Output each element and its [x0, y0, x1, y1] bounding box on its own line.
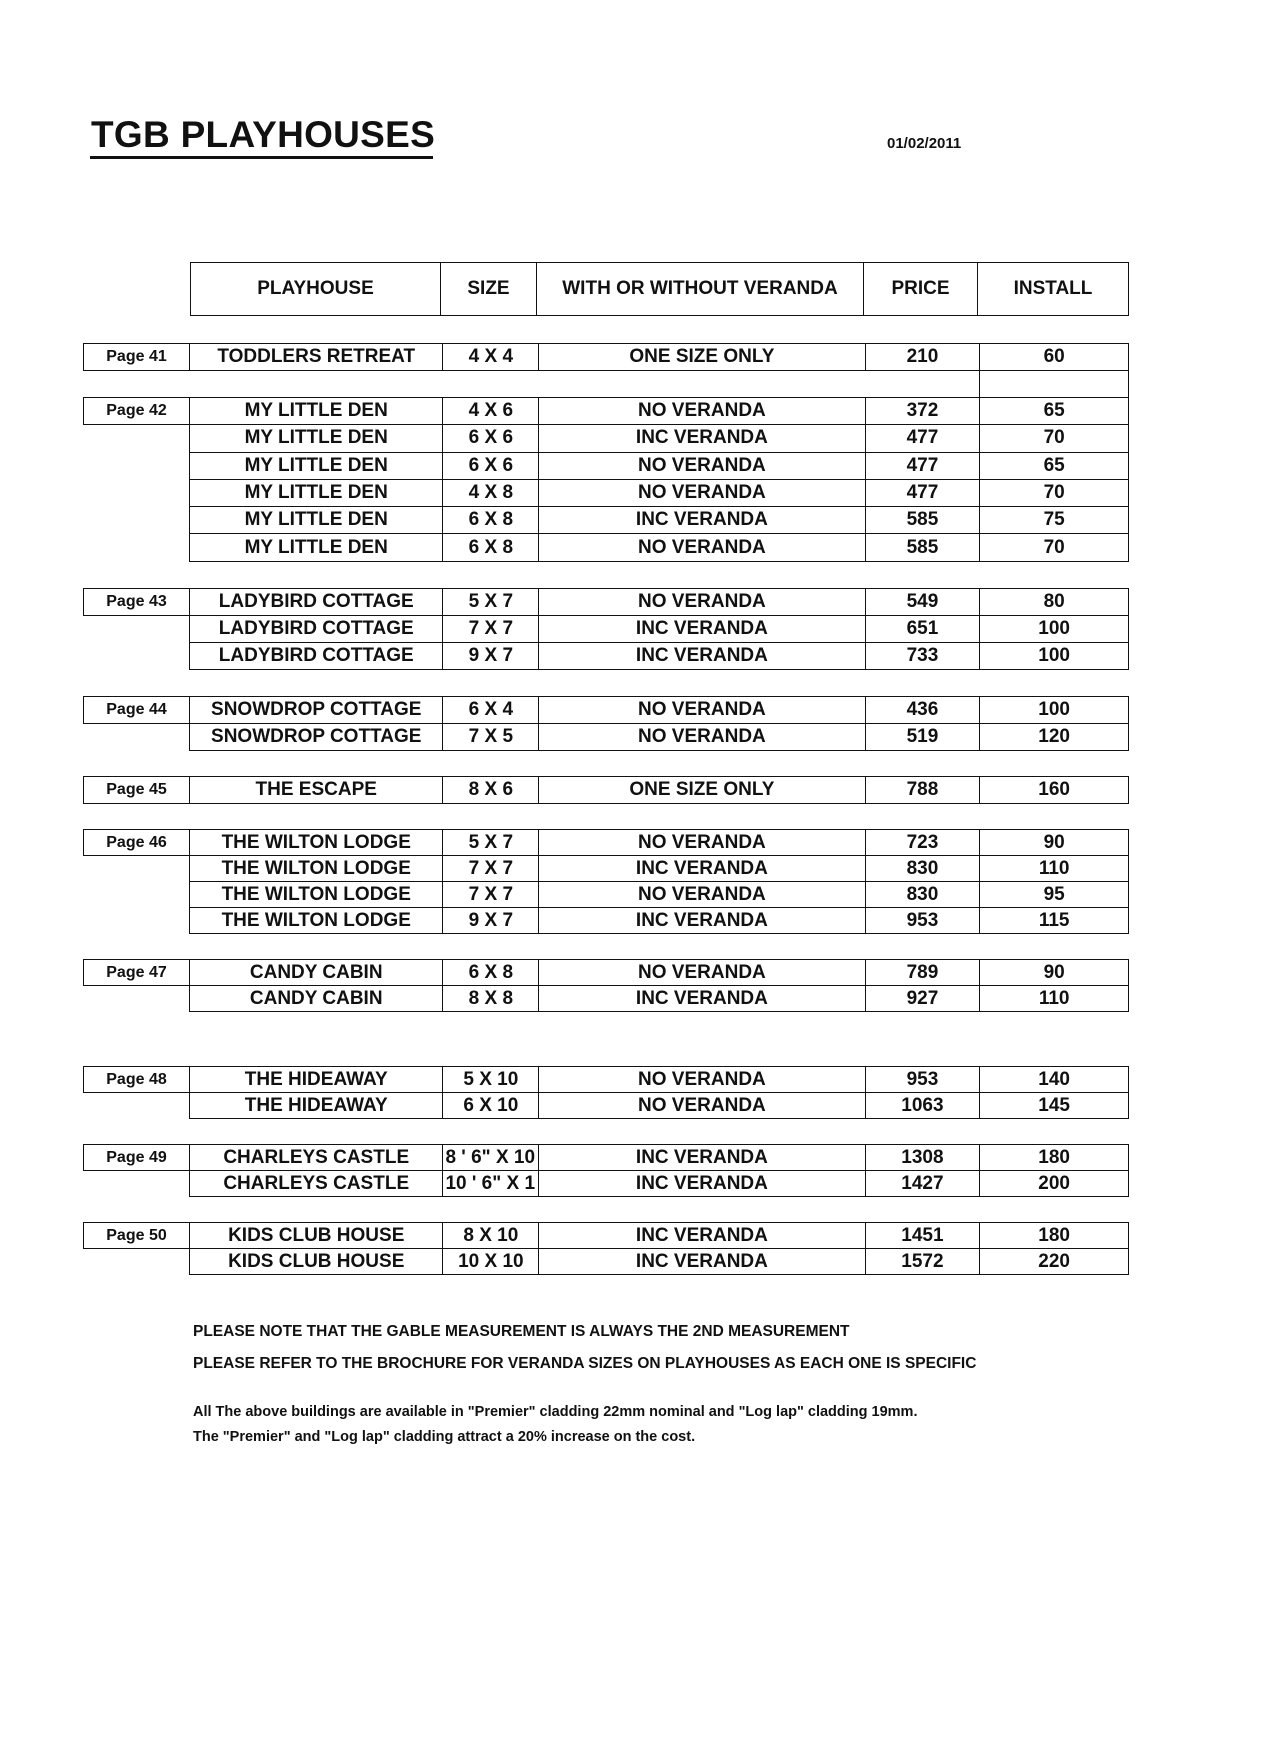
price-table — [189, 397, 1129, 562]
price-cell: 1572 — [866, 1249, 981, 1274]
playhouse-name-cell: KIDS CLUB HOUSE — [190, 1223, 443, 1248]
playhouse-name-cell: THE WILTON LODGE — [190, 908, 443, 933]
page-reference-label: Page 47 — [83, 959, 190, 986]
size-cell: 6 X 10 — [443, 1093, 539, 1118]
install-cell: 140 — [1038, 1068, 1070, 1090]
install-cell: 70 — [1043, 536, 1065, 558]
table-row — [190, 960, 1128, 986]
size-cell: 7 X 7 — [443, 856, 539, 881]
install-cell: 80 — [1043, 591, 1065, 612]
table-row — [190, 908, 1128, 934]
table-row — [190, 882, 1128, 908]
veranda-cell: INC VERANDA — [539, 986, 865, 1011]
playhouse-name-cell: LADYBIRD COTTAGE — [190, 643, 443, 669]
veranda-cell: INC VERANDA — [539, 643, 865, 669]
install-cell: 90 — [1043, 831, 1065, 853]
table-row — [190, 480, 1128, 507]
veranda-cell: NO VERANDA — [539, 830, 865, 855]
page-reference-label: Page 42 — [83, 397, 190, 425]
install-cell: 115 — [1038, 909, 1070, 931]
size-cell: 8 X 6 — [443, 777, 539, 803]
table-row — [190, 1145, 1128, 1171]
price-cell: 733 — [866, 643, 981, 669]
veranda-cell: ONE SIZE ONLY — [539, 777, 865, 803]
size-cell: 6 X 8 — [443, 534, 539, 560]
install-cell: 70 — [1043, 427, 1065, 449]
playhouse-name-cell: KIDS CLUB HOUSE — [190, 1249, 443, 1274]
veranda-cell: NO VERANDA — [539, 589, 865, 615]
price-cell: 477 — [866, 425, 981, 451]
install-cell: 90 — [1043, 961, 1065, 983]
playhouse-name-cell: TODDLERS RETREAT — [190, 344, 443, 370]
size-cell: 6 X 6 — [443, 453, 539, 479]
size-cell: 6 X 4 — [443, 697, 539, 723]
install-cell: 95 — [1043, 883, 1065, 905]
playhouse-name-cell: MY LITTLE DEN — [190, 425, 443, 451]
veranda-cell: INC VERANDA — [539, 425, 865, 451]
column-header-size: SIZE — [441, 263, 537, 315]
fine-print-line: The "Premier" and "Log lap" cladding attract a 20% increase on the cost. — [193, 1429, 696, 1445]
playhouse-name-cell: THE WILTON LODGE — [190, 856, 443, 881]
size-cell: 6 X 8 — [443, 960, 539, 985]
veranda-cell: INC VERANDA — [539, 1223, 865, 1248]
veranda-cell: INC VERANDA — [539, 856, 865, 881]
document-date: 01/02/2011 — [887, 135, 962, 152]
veranda-cell: NO VERANDA — [539, 480, 865, 506]
playhouse-name-cell: CANDY CABIN — [190, 960, 443, 985]
price-cell: 651 — [866, 616, 981, 642]
install-cell: 65 — [1043, 400, 1065, 422]
page-reference-label: Page 50 — [83, 1222, 190, 1249]
size-cell: 7 X 7 — [443, 882, 539, 907]
fine-print-line: All The above buildings are available in "Premier" cladding 22mm nominal and "Log lap" cladding 19mm. — [193, 1404, 918, 1420]
playhouse-name-cell: LADYBIRD COTTAGE — [190, 589, 443, 615]
playhouse-name-cell: THE HIDEAWAY — [190, 1093, 443, 1118]
playhouse-name-cell: MY LITTLE DEN — [190, 398, 443, 424]
veranda-cell: NO VERANDA — [539, 960, 865, 985]
table-row — [190, 589, 1128, 616]
install-cell: 180 — [1038, 1146, 1070, 1168]
playhouse-name-cell: MY LITTLE DEN — [190, 480, 443, 506]
price-cell: 585 — [866, 534, 981, 560]
empty-install-cell — [979, 371, 1129, 397]
note-line: PLEASE NOTE THAT THE GABLE MEASUREMENT IS ALWAYS THE 2ND MEASUREMENT — [193, 1323, 850, 1340]
size-cell: 10 ' 6" X 1 — [443, 1171, 539, 1196]
price-table — [189, 696, 1129, 751]
price-cell: 789 — [866, 960, 981, 985]
veranda-cell: NO VERANDA — [539, 1067, 865, 1092]
install-cell: 120 — [1038, 726, 1070, 747]
page-reference-label: Page 41 — [83, 343, 190, 371]
table-row — [190, 1249, 1128, 1275]
price-cell: 953 — [866, 1067, 981, 1092]
page-title: TGB PLAYHOUSES — [91, 114, 436, 155]
table-row — [190, 777, 1128, 804]
page-reference-label: Page 48 — [83, 1066, 190, 1093]
table-row — [190, 425, 1128, 452]
install-cell: 100 — [1038, 699, 1070, 720]
playhouse-name-cell: MY LITTLE DEN — [190, 453, 443, 479]
price-cell: 519 — [866, 724, 981, 750]
table-row — [190, 1067, 1128, 1093]
note-line: PLEASE REFER TO THE BROCHURE FOR VERANDA SIZES ON PLAYHOUSES AS EACH ONE IS SPECIFIC — [193, 1355, 977, 1372]
price-table — [189, 1144, 1129, 1197]
table-row — [190, 507, 1128, 534]
table-header — [190, 262, 1129, 316]
table-row — [190, 1171, 1128, 1197]
install-cell: 180 — [1038, 1224, 1070, 1246]
price-cell: 549 — [866, 589, 981, 615]
playhouse-name-cell: LADYBIRD COTTAGE — [190, 616, 443, 642]
install-cell: 100 — [1038, 645, 1070, 666]
veranda-cell: NO VERANDA — [539, 697, 865, 723]
table-row — [190, 344, 1128, 371]
fine-print — [193, 1400, 917, 1450]
price-table — [189, 588, 1129, 670]
price-cell: 585 — [866, 507, 981, 533]
playhouse-name-cell: THE ESCAPE — [190, 777, 443, 803]
title-underline — [90, 156, 433, 159]
playhouse-name-cell: CANDY CABIN — [190, 986, 443, 1011]
price-cell: 372 — [866, 398, 981, 424]
price-cell: 953 — [866, 908, 981, 933]
install-cell: 200 — [1038, 1172, 1070, 1194]
playhouse-name-cell: SNOWDROP COTTAGE — [190, 724, 443, 750]
size-cell: 6 X 6 — [443, 425, 539, 451]
page-reference-label: Page 45 — [83, 776, 190, 804]
price-cell: 788 — [866, 777, 981, 803]
price-table — [189, 829, 1129, 934]
install-cell: 100 — [1038, 618, 1070, 639]
price-cell: 1063 — [866, 1093, 981, 1118]
size-cell: 7 X 7 — [443, 616, 539, 642]
page-reference-label: Page 49 — [83, 1144, 190, 1171]
table-row — [190, 643, 1128, 670]
install-cell: 60 — [1043, 346, 1065, 367]
page-reference-label: Page 43 — [83, 588, 190, 616]
veranda-cell: INC VERANDA — [539, 1249, 865, 1274]
price-cell: 927 — [866, 986, 981, 1011]
veranda-cell: INC VERANDA — [539, 616, 865, 642]
table-row — [190, 856, 1128, 882]
price-table — [189, 1222, 1129, 1275]
price-cell: 477 — [866, 480, 981, 506]
install-cell: 110 — [1038, 857, 1070, 879]
size-cell: 7 X 5 — [443, 724, 539, 750]
playhouse-name-cell: MY LITTLE DEN — [190, 534, 443, 560]
table-row — [190, 986, 1128, 1012]
size-cell: 4 X 6 — [443, 398, 539, 424]
playhouse-name-cell: THE WILTON LODGE — [190, 882, 443, 907]
veranda-cell: NO VERANDA — [539, 534, 865, 560]
column-header-install: INSTALL — [1013, 278, 1093, 299]
notes — [193, 1316, 976, 1380]
size-cell: 5 X 7 — [443, 830, 539, 855]
size-cell: 5 X 7 — [443, 589, 539, 615]
price-table — [189, 1066, 1129, 1119]
size-cell: 4 X 4 — [443, 344, 539, 370]
size-cell: 9 X 7 — [443, 643, 539, 669]
price-table — [189, 959, 1129, 1012]
size-cell: 5 X 10 — [443, 1067, 539, 1092]
price-cell: 210 — [866, 344, 981, 370]
install-cell: 145 — [1038, 1094, 1070, 1116]
table-row — [190, 534, 1128, 561]
install-cell: 75 — [1043, 509, 1065, 531]
price-cell: 1308 — [866, 1145, 981, 1170]
page-reference-label: Page 46 — [83, 829, 190, 856]
table-row — [190, 697, 1128, 724]
playhouse-name-cell: THE WILTON LODGE — [190, 830, 443, 855]
price-cell: 1451 — [866, 1223, 981, 1248]
veranda-cell: INC VERANDA — [539, 507, 865, 533]
size-cell: 8 X 8 — [443, 986, 539, 1011]
install-cell: 70 — [1043, 482, 1065, 504]
price-cell: 723 — [866, 830, 981, 855]
table-row — [190, 1223, 1128, 1249]
playhouse-name-cell: SNOWDROP COTTAGE — [190, 697, 443, 723]
veranda-cell: NO VERANDA — [539, 724, 865, 750]
table-row — [190, 1093, 1128, 1119]
size-cell: 4 X 8 — [443, 480, 539, 506]
column-header-price: PRICE — [864, 263, 978, 315]
install-cell: 160 — [1038, 779, 1070, 800]
veranda-cell: NO VERANDA — [539, 453, 865, 479]
table-row — [190, 724, 1128, 751]
size-cell: 10 X 10 — [443, 1249, 539, 1274]
table-row — [190, 830, 1128, 856]
veranda-cell: NO VERANDA — [539, 398, 865, 424]
veranda-cell: INC VERANDA — [539, 1145, 865, 1170]
install-cell: 220 — [1038, 1250, 1070, 1272]
veranda-cell: NO VERANDA — [539, 1093, 865, 1118]
column-header-playhouse: PLAYHOUSE — [191, 263, 441, 315]
page-reference-label: Page 44 — [83, 696, 190, 724]
table-row — [190, 398, 1128, 425]
install-cell: 65 — [1043, 454, 1065, 476]
column-header-veranda: WITH OR WITHOUT VERANDA — [537, 263, 864, 315]
size-cell: 9 X 7 — [443, 908, 539, 933]
price-table — [189, 776, 1129, 804]
veranda-cell: NO VERANDA — [539, 882, 865, 907]
playhouse-name-cell: THE HIDEAWAY — [190, 1067, 443, 1092]
size-cell: 6 X 8 — [443, 507, 539, 533]
veranda-cell: INC VERANDA — [539, 1171, 865, 1196]
price-cell: 830 — [866, 882, 981, 907]
playhouse-name-cell: CHARLEYS CASTLE — [190, 1171, 443, 1196]
price-cell: 436 — [866, 697, 981, 723]
veranda-cell: ONE SIZE ONLY — [539, 344, 865, 370]
price-cell: 477 — [866, 453, 981, 479]
playhouse-name-cell: MY LITTLE DEN — [190, 507, 443, 533]
price-cell: 830 — [866, 856, 981, 881]
veranda-cell: INC VERANDA — [539, 908, 865, 933]
table-row — [190, 453, 1128, 480]
size-cell: 8 ' 6" X 10 — [443, 1145, 539, 1170]
install-cell: 110 — [1038, 987, 1070, 1009]
price-table — [189, 343, 1129, 371]
playhouse-name-cell: CHARLEYS CASTLE — [190, 1145, 443, 1170]
price-cell: 1427 — [866, 1171, 981, 1196]
table-row — [190, 616, 1128, 643]
size-cell: 8 X 10 — [443, 1223, 539, 1248]
